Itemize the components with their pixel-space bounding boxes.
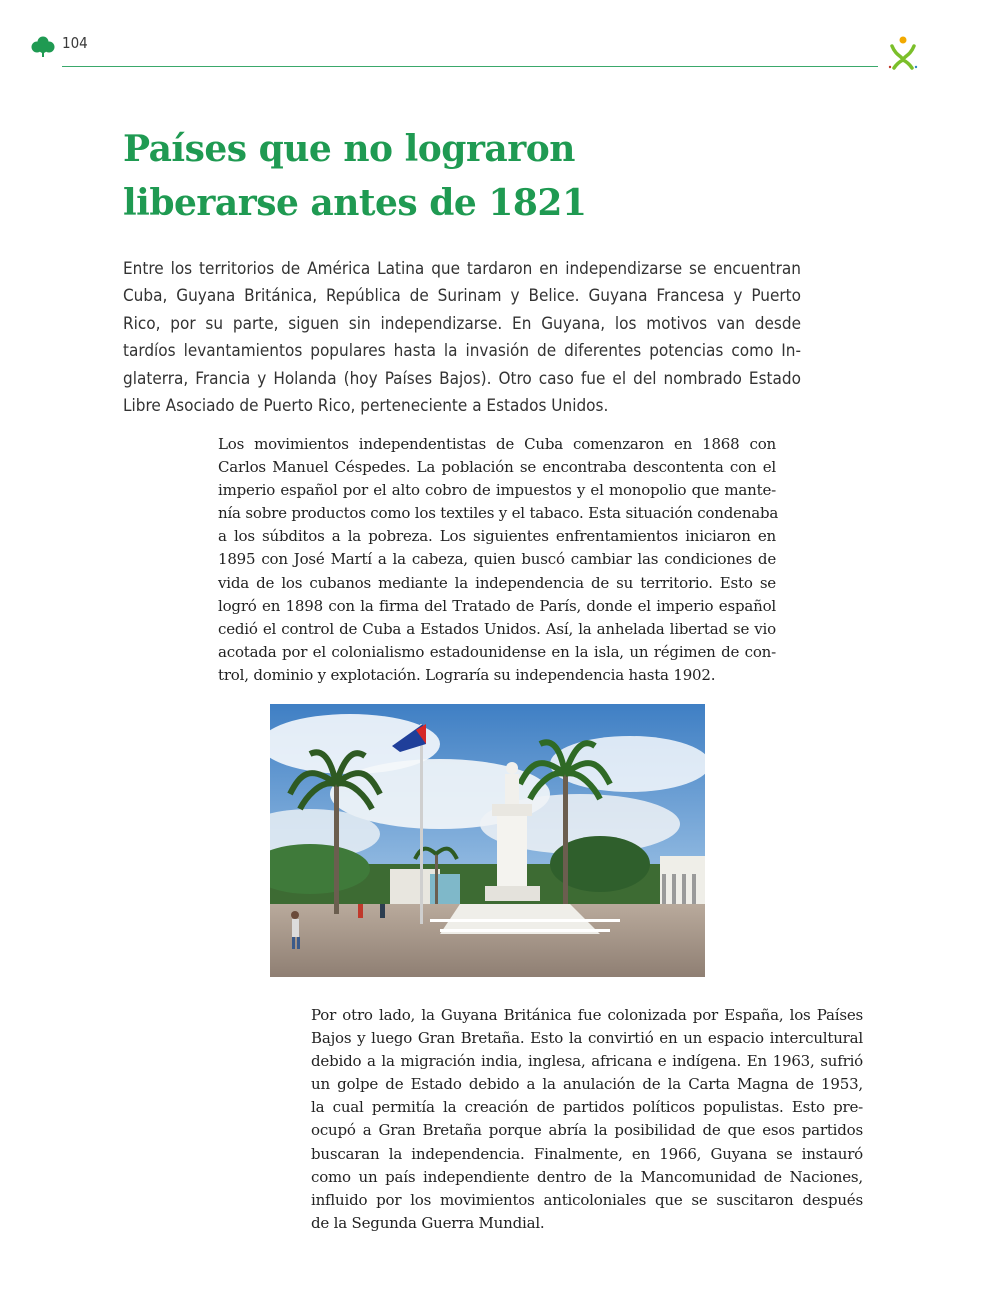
guyana-line: como un país independiente dentro de la Mancomunidad de Naciones, bbox=[311, 1167, 863, 1186]
intro-line: Rico, por su parte, siguen sin independizarse. En Guyana, los motivos van desde bbox=[123, 313, 801, 334]
plaza-statue-photo bbox=[270, 704, 705, 977]
guyana-line: debido a la migración india, inglesa, africana e indígena. En 1963, sufrió bbox=[311, 1052, 863, 1071]
intro-line: glaterra, Francia y Holanda (hoy Países Bajos). Otro caso fue el del nombrado Estado bbox=[123, 368, 801, 389]
guyana-line: influido por los movimientos anticoloniales que se suscitaron después bbox=[311, 1190, 863, 1209]
guyana-line: un golpe de Estado debido a la anulación de la Carta Magna de 1953, bbox=[311, 1075, 863, 1094]
intro-line: tardíos levantamientos populares hasta la invasión de diferentes potencias como In- bbox=[123, 341, 801, 362]
cuba-line: nía sobre productos como los textiles y el tabaco. Esta situación condenaba bbox=[218, 504, 779, 523]
guyana-line: la cual permitía la creación de partidos políticos populistas. Esto pre- bbox=[311, 1098, 863, 1117]
sprout-figure-icon bbox=[884, 34, 922, 72]
title-line: liberarse antes de 1821 bbox=[123, 182, 587, 224]
cuba-line: logró en 1898 con la firma del Tratado de París, donde el imperio español bbox=[218, 596, 776, 615]
title-line: Países que no lograron bbox=[123, 128, 575, 170]
cuba-line: 1895 con José Martí a la cabeza, quien buscó cambiar las condiciones de bbox=[218, 550, 776, 569]
cuba-line: acotada por el colonialismo estadounidense en la isla, un régimen de con- bbox=[218, 642, 776, 661]
intro-line: Cuba, Guyana Británica, República de Surinam y Belice. Guyana Francesa y Puerto bbox=[123, 286, 801, 307]
intro-paragraph bbox=[123, 256, 801, 420]
page-number: 104 bbox=[62, 34, 88, 52]
cuba-line: a los súbditos a la pobreza. Los siguientes enfrentamientos iniciaron en bbox=[218, 527, 776, 546]
guyana-line: ocupó a Gran Bretaña porque abría la posibilidad de que esos partidos bbox=[311, 1121, 863, 1140]
intro-line: Libre Asociado de Puerto Rico, perteneciente a Estados Unidos. bbox=[123, 396, 609, 417]
header-rule bbox=[62, 66, 878, 67]
page-title bbox=[123, 122, 587, 230]
cuba-line: Carlos Manuel Céspedes. La población se encontraba descontenta con el bbox=[218, 458, 776, 477]
intro-line: Entre los territorios de América Latina que tardaron en independizarse se encuentran bbox=[123, 259, 801, 279]
cuba-paragraph bbox=[218, 433, 779, 687]
cuba-line: vida de los cubanos mediante la independencia de su territorio. Esto se bbox=[218, 573, 776, 592]
guyana-line: buscaran la independencia. Finalmente, en 1966, Guyana se instauró bbox=[311, 1144, 863, 1163]
cuba-line: Los movimientos independentistas de Cuba comenzaron en 1868 con bbox=[218, 435, 776, 453]
cuba-line: trol, dominio y explotación. Lograría su independencia hasta 1902. bbox=[218, 665, 716, 684]
guyana-line: de la Segunda Guerra Mundial. bbox=[311, 1213, 545, 1232]
cuba-line: imperio español por el alto cobro de impuestos y el monopolio que mante- bbox=[218, 481, 776, 500]
cuba-line: cedió el control de Cuba a Estados Unidos. Así, la anhelada libertad se vio bbox=[218, 619, 776, 638]
guyana-paragraph bbox=[311, 1004, 863, 1235]
guyana-line: Por otro lado, la Guyana Británica fue colonizada por España, los Países bbox=[311, 1006, 863, 1024]
clover-leaf-icon bbox=[30, 34, 56, 58]
guyana-line: Bajos y luego Gran Bretaña. Esto la convirtió en un espacio intercultural bbox=[311, 1029, 863, 1048]
